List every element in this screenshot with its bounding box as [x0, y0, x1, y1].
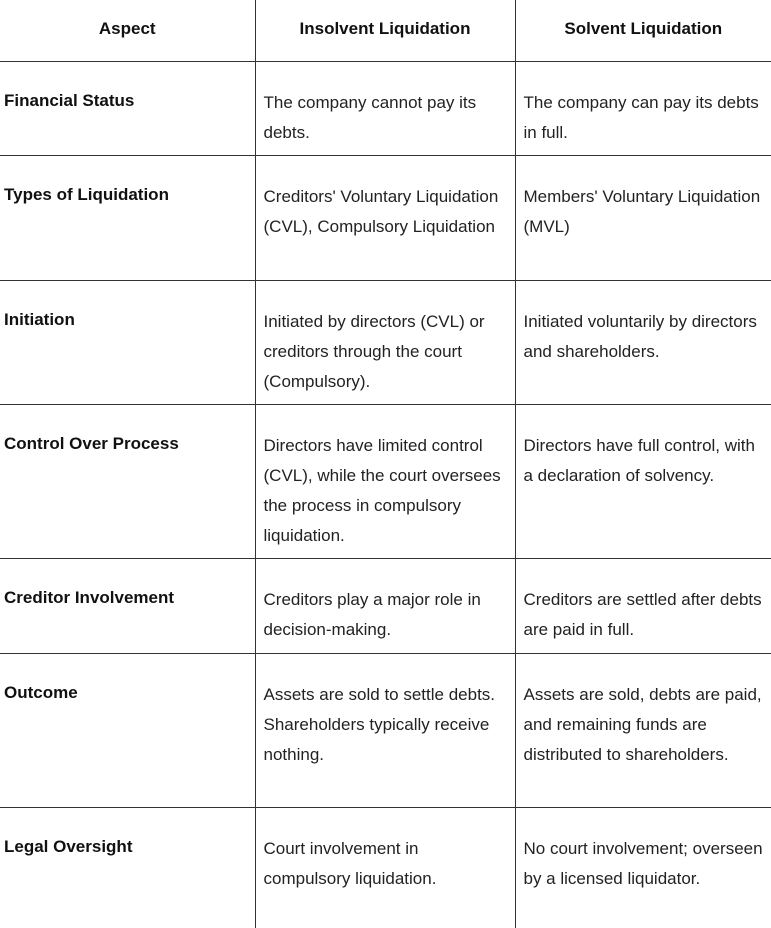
insolvent-cell: Initiated by directors (CVL) or creditors through the court (Compulsory).	[255, 281, 515, 405]
table-row	[0, 281, 771, 405]
aspect-cell: Types of Liquidation	[0, 156, 255, 281]
table-header-row	[0, 0, 771, 62]
header-solvent-liquidation: Solvent Liquidation	[515, 0, 771, 62]
solvent-cell: The company can pay its debts in full.	[515, 62, 771, 156]
table-row	[0, 559, 771, 654]
insolvent-cell: Court involvement in compulsory liquidation.	[255, 808, 515, 928]
insolvent-cell: Creditors' Voluntary Liquidation (CVL), Compulsory Liquidation	[255, 156, 515, 281]
solvent-cell: Directors have full control, with a declaration of solvency.	[515, 405, 771, 559]
header-insolvent-liquidation: Insolvent Liquidation	[255, 0, 515, 62]
aspect-cell: Creditor Involvement	[0, 559, 255, 654]
insolvent-cell: Assets are sold to settle debts. Shareholders typically receive nothing.	[255, 654, 515, 808]
aspect-cell: Control Over Process	[0, 405, 255, 559]
insolvent-cell: Creditors play a major role in decision-making.	[255, 559, 515, 654]
table-row	[0, 654, 771, 808]
aspect-cell: Legal Oversight	[4, 837, 133, 856]
aspect-cell: Initiation	[0, 281, 255, 405]
aspect-cell: Outcome	[0, 654, 255, 808]
aspect-cell: Financial Status	[0, 62, 255, 156]
solvent-cell: Creditors are settled after debts are paid in full.	[515, 559, 771, 654]
solvent-cell: No court involvement; overseen by a licensed liquidator.	[515, 808, 771, 928]
solvent-cell: Members' Voluntary Liquidation (MVL)	[515, 156, 771, 281]
table-row	[0, 405, 771, 559]
table-row	[0, 62, 771, 156]
insolvent-cell: The company cannot pay its debts.	[255, 62, 515, 156]
solvent-cell: Assets are sold, debts are paid, and remaining funds are distributed to shareholders.	[515, 654, 771, 808]
insolvent-cell: Directors have limited control (CVL), while the court oversees the process in compulsory liquidation.	[255, 405, 515, 559]
solvent-cell: Initiated voluntarily by directors and shareholders.	[515, 281, 771, 405]
table-row	[0, 156, 771, 281]
table-row	[0, 808, 771, 928]
header-aspect: Aspect	[0, 0, 255, 62]
